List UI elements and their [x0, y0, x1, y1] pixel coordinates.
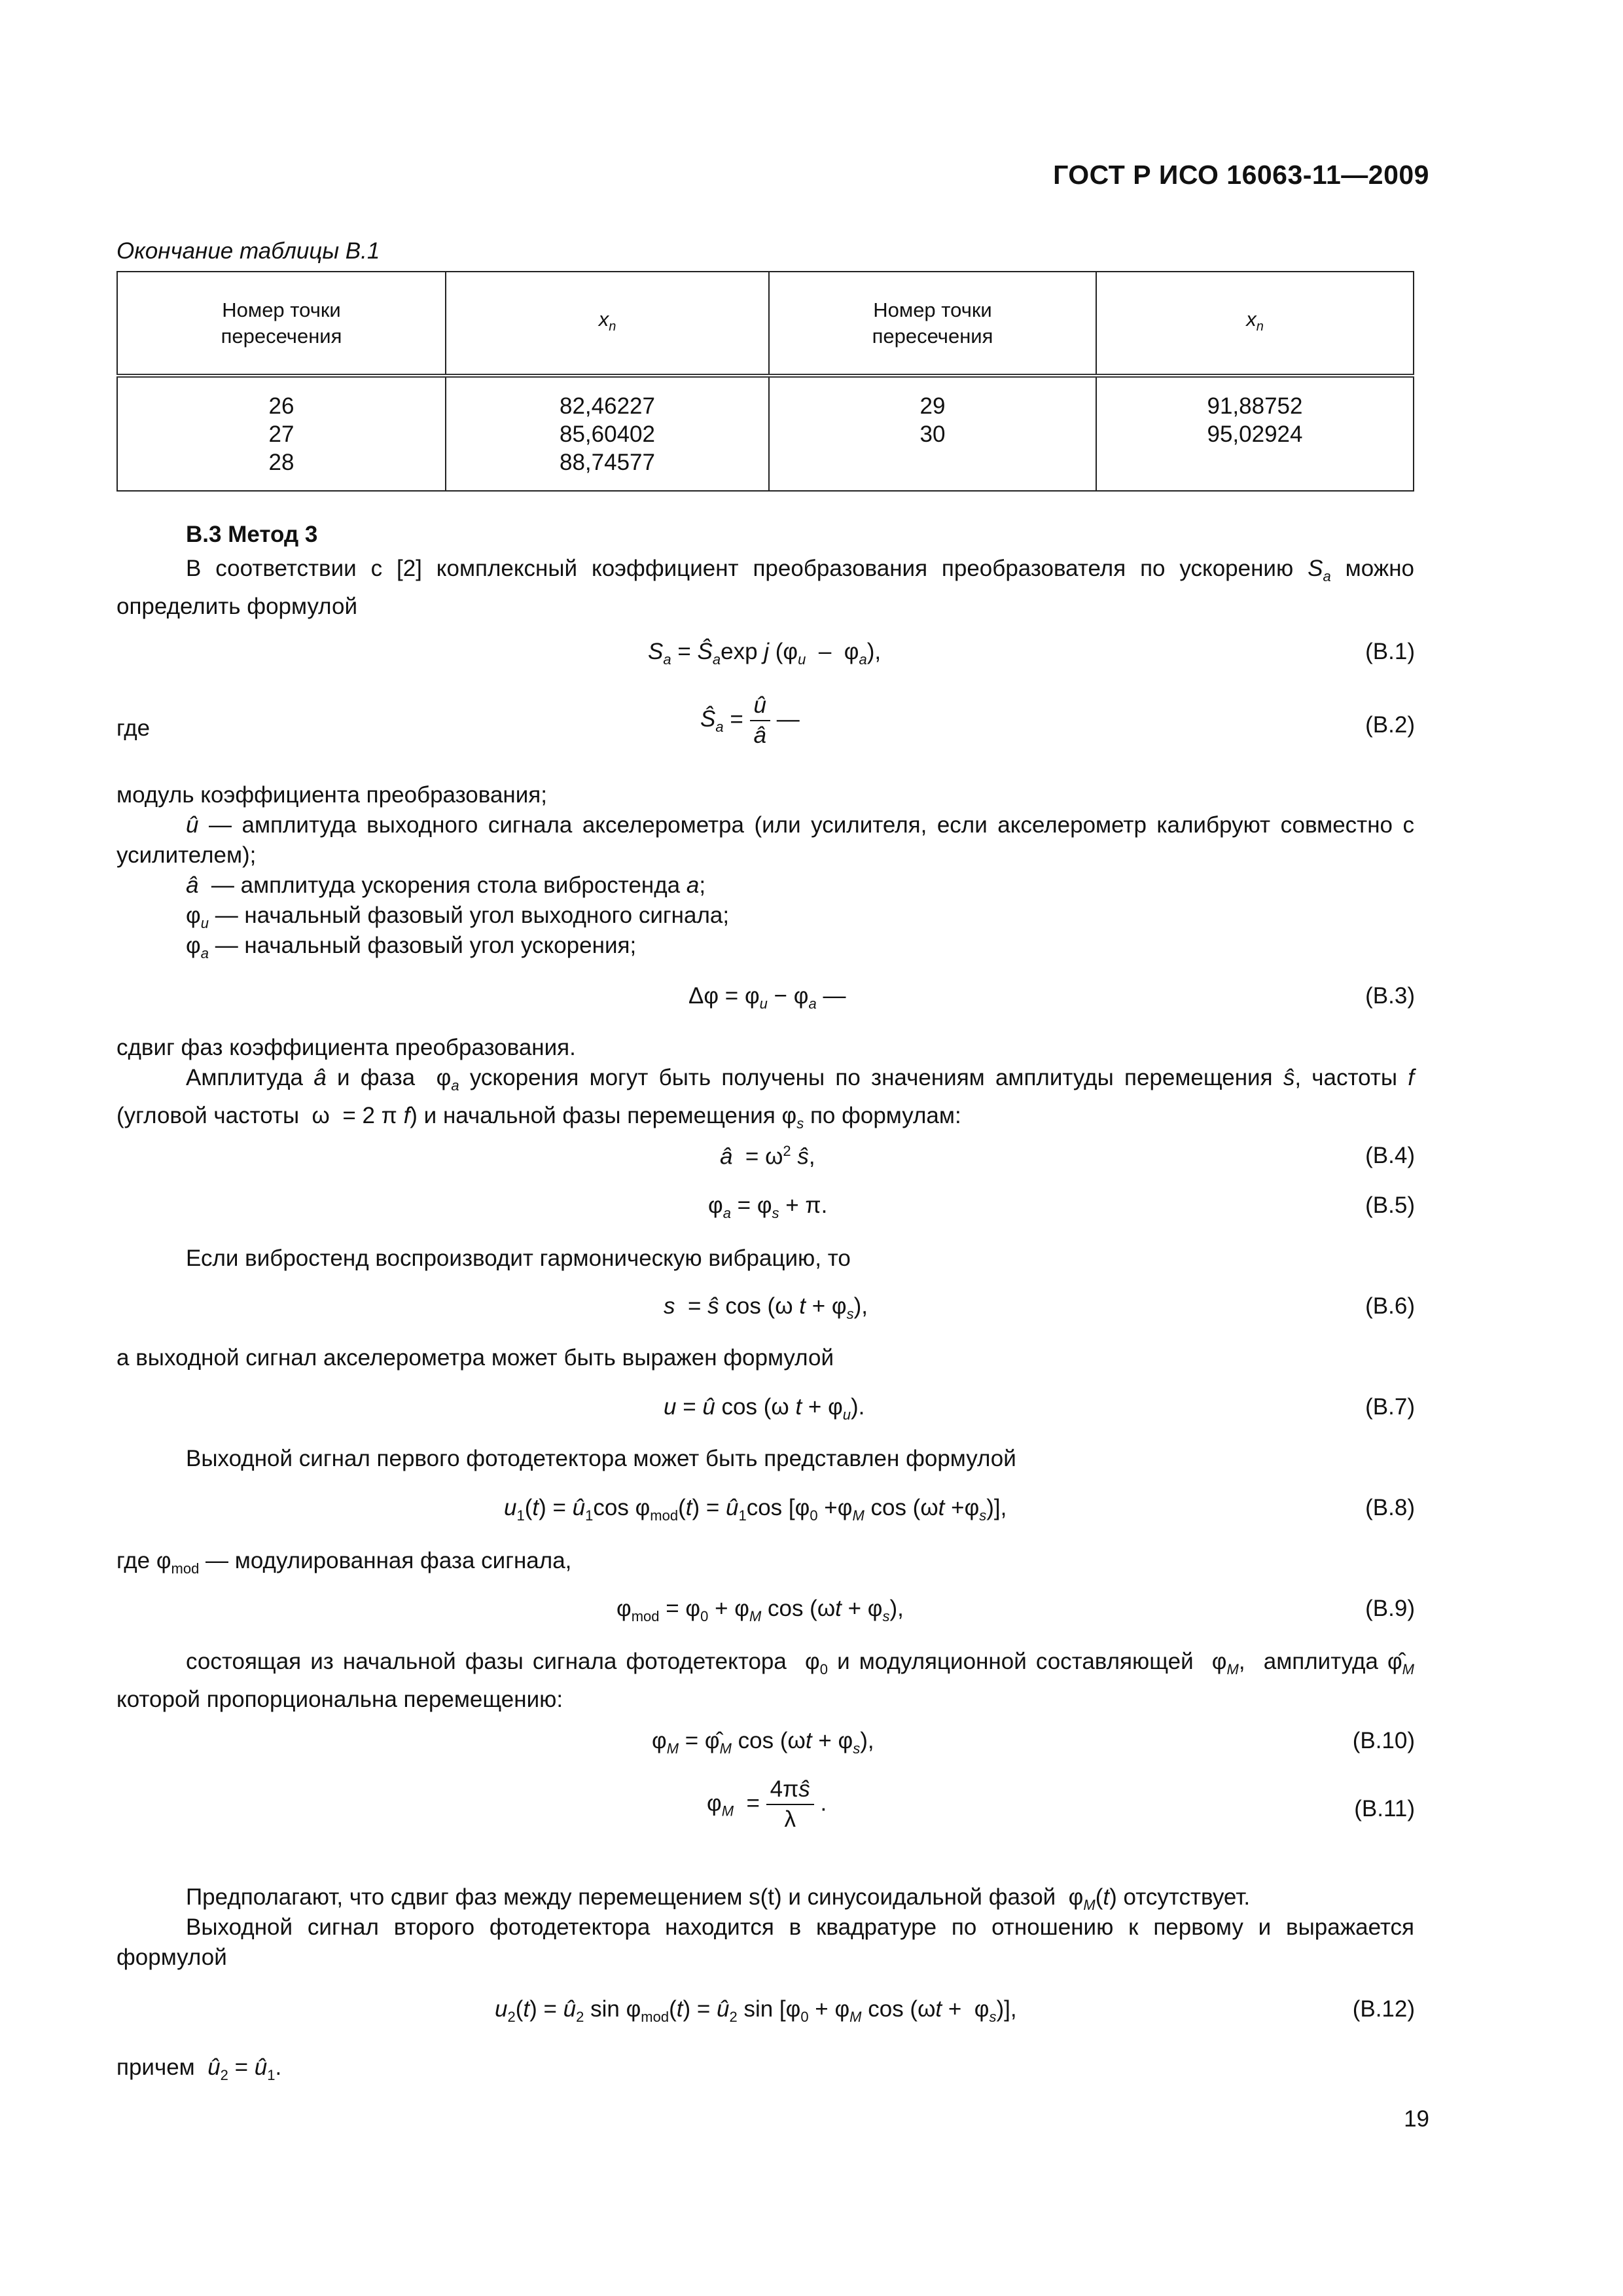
- equation-b5: $\varphi_a = \varphi_s + \pi$.: [708, 1193, 828, 1221]
- equation-b2: $Ŝ_a$ = $\frac{û}{â}$ —: [700, 692, 800, 748]
- page-number: 19: [1404, 2106, 1429, 2132]
- paragraph-assumption: Предполагают, что сдвиг фаз между перемещением s(t) и синусоидальной фазой $\varphi_M(t)$ отсутствует.: [186, 1884, 1251, 1913]
- paragraph-components: состоящая из начальной фазы сигнала фотодетектора $\varphi_0$ и модуляционной составляющей $\varphi_M$, амплитуда $\varphî_M$ которой пропорциональна перемещению:: [116, 1649, 1414, 1712]
- equation-number: (B.10): [1352, 1728, 1415, 1753]
- equation-number: (B.6): [1365, 1293, 1415, 1319]
- equation-b8: $u_1(t)$ = $û_1\cos$ $\varphi_{mod}(t)$ = $û_1\cos$ [$\varphi_0 +\varphi_M$ $\cos (\omega t +\varphi_s)$],: [504, 1495, 1007, 1524]
- definition-a: â — амплитуда ускорения стола вибростенда a;: [186, 872, 706, 898]
- equation-b1: $S_a$ = $Ŝ_a\exp$ j $(\varphi_u - \varphi_a)$,: [648, 639, 882, 668]
- equation-b4: â = $\omega^2$ ŝ,: [720, 1143, 815, 1170]
- equation-number: (B.9): [1365, 1596, 1415, 1621]
- col-header-number: Номер точки пересечения: [117, 272, 446, 376]
- definition-phi-a: $\varphi_a$ — начальный фазовый угол ускорения;: [186, 933, 637, 961]
- col-header-number-2: Номер точки пересечения: [769, 272, 1096, 376]
- cell-values-right: 91,88752 95,02924: [1096, 376, 1414, 491]
- equation-b11: $\varphi_M$ = $\frac{4\pi ŝ}{\lambda}$ .: [707, 1776, 827, 1832]
- equation-b10: $\varphi_M$ = $\varphî_M$ $\cos (\omega t + \varphi_s)$,: [652, 1728, 874, 1757]
- where-label: где: [116, 715, 151, 741]
- equation-b3: $\Delta\varphi = \varphi_u - \varphi_a$ —: [688, 983, 846, 1012]
- definition-modulus: модуль коэффициента преобразования;: [116, 782, 547, 808]
- table-caption: Окончание таблицы B.1: [116, 238, 380, 264]
- paragraph-amplitude: Амплитуда â и фаза $\varphi_a$ ускорения могут быть получены по значениям амплитуды перемещения ŝ, частоты f (угловой частоты ω = 2 π f) и начальной фазы перемещения $\varphi_s$ по формулам:: [116, 1065, 1414, 1132]
- table-row: [117, 376, 1414, 491]
- equation-number: (B.3): [1365, 983, 1415, 1009]
- cell-numbers-right: 29 30: [769, 376, 1096, 491]
- section-title: B.3 Метод 3: [186, 522, 318, 547]
- equation-b7: u = û cos (ω $t + \varphi_u$).: [664, 1394, 865, 1423]
- table-header-row: [117, 272, 1414, 376]
- cell-values-left: 82,46227 85,60402 88,74577: [446, 376, 769, 491]
- paragraph-intro: В соответствии с [2] комплексный коэффициент преобразования преобразователя по ускорению $S_a$ можно определить формулой: [116, 556, 1414, 619]
- equation-b6: s = ŝ cos (ω $t + \varphi_s$),: [664, 1293, 868, 1322]
- col-header-x: $x_n$: [446, 272, 769, 376]
- equation-number: (B.12): [1352, 1996, 1415, 2022]
- definition-phi-u: $\varphi_u$ — начальный фазовый угол выходного сигнала;: [186, 903, 730, 931]
- equation-number: (B.1): [1365, 639, 1415, 664]
- table-b1: [116, 271, 1414, 492]
- paragraph-phase-shift: сдвиг фаз коэффициента преобразования.: [116, 1035, 576, 1060]
- paragraph-photodetector-1: Выходной сигнал первого фотодетектора может быть представлен формулой: [186, 1446, 1016, 1471]
- equation-number: (B.2): [1365, 712, 1415, 738]
- cell-numbers-left: 26 27 28: [117, 376, 446, 491]
- paragraph-output-signal: а выходной сигнал акселерометра может быть выражен формулой: [116, 1345, 834, 1371]
- definition-u: û — амплитуда выходного сигнала акселерометра (или усилителя, если акселерометр калибруют совместно с усилителем);: [116, 812, 1414, 868]
- paragraph-harmonic: Если вибростенд воспроизводит гармоническую вибрацию, то: [186, 1246, 851, 1271]
- equation-number: (B.8): [1365, 1495, 1415, 1520]
- equation-number: (B.4): [1365, 1143, 1415, 1168]
- paragraph-equality: причем $û_2$ = $û_1$.: [116, 2054, 282, 2083]
- paragraph-photodetector-2: Выходной сигнал второго фотодетектора находится в квадратуре по отношению к первому и выражается формулой: [116, 1914, 1414, 1970]
- equation-number: (B.5): [1365, 1193, 1415, 1218]
- equation-b9: $\varphi_{mod} = \varphi_0 + \varphi_M$ $\cos (\omega t + \varphi_s)$,: [616, 1596, 904, 1624]
- col-header-x-2: $x_n$: [1096, 272, 1414, 376]
- equation-number: (B.11): [1354, 1796, 1415, 1821]
- equation-b12: $u_2(t)$ = $û_2$ $\sin \varphi_{mod}(t)$ = $û_2$ $\sin [\varphi_0 + \varphi_M$ $\cos (\omega t + \varphi_s)$],: [495, 1996, 1017, 2025]
- paragraph-modulated-phase: где $\varphi_{mod}$ — модулированная фаза сигнала,: [116, 1548, 572, 1577]
- equation-number: (B.7): [1365, 1394, 1415, 1420]
- document-id: ГОСТ Р ИСО 16063-11—2009: [1053, 160, 1429, 190]
